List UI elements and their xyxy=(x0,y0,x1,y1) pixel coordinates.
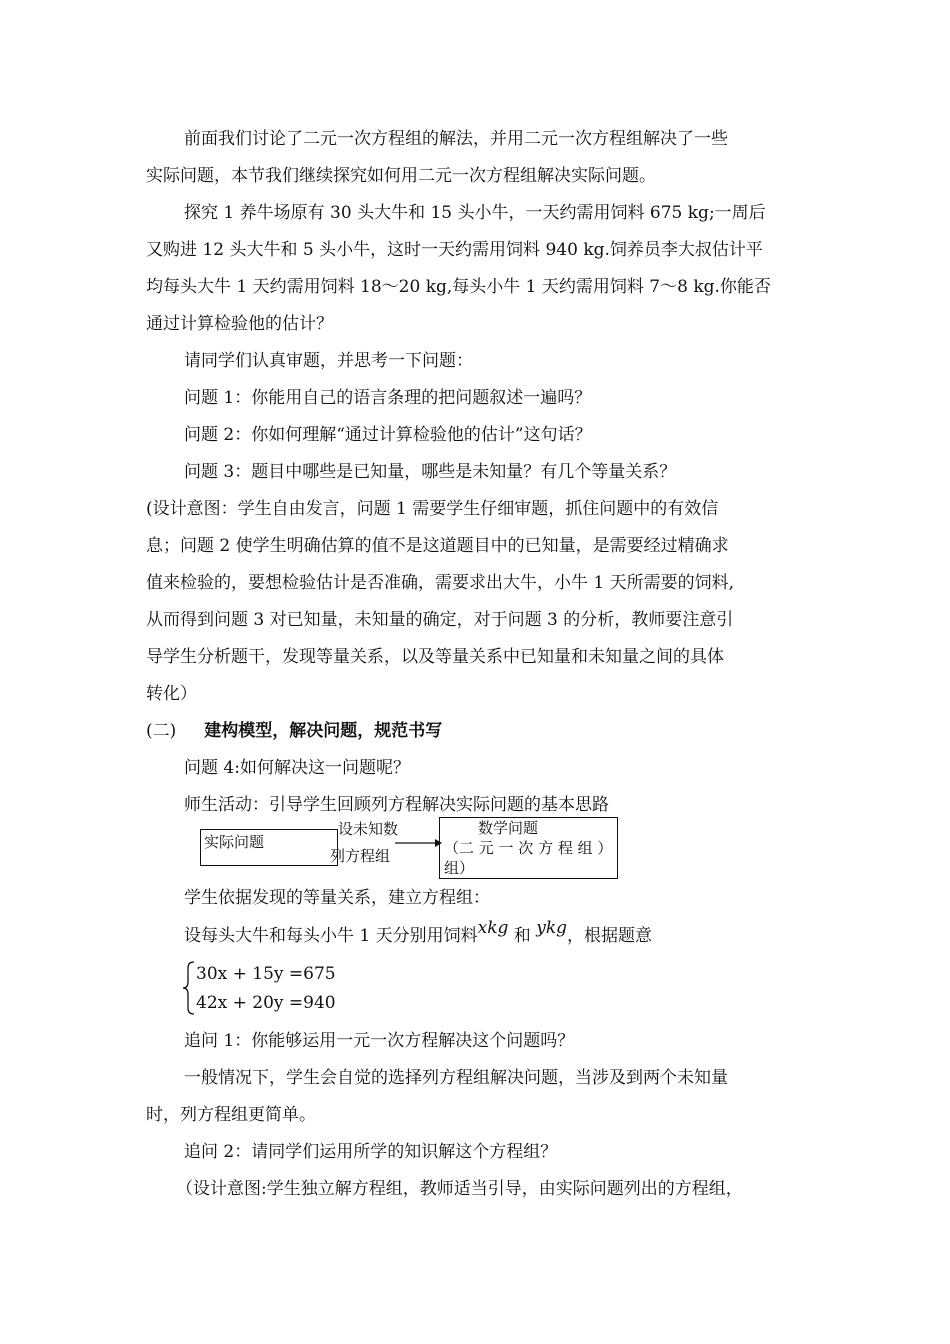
setup-line: 设每头大牛和每头小牛 1 天分别用饲料xkg 和 ykg，根据题意 xyxy=(184,918,653,946)
design-line-1: (设计意图：学生自由发言，问题 1 需要学生仔细审题，抓住问题中的有效信 xyxy=(146,499,719,519)
diagram-left-label: 实际问题 xyxy=(204,833,265,851)
equation-2: 42x + 20y =940 xyxy=(196,993,336,1013)
question-3: 问题 3：题目中哪些是已知量，哪些是未知量？有几个等量关系？ xyxy=(184,462,677,482)
diagram-arrow xyxy=(395,836,443,850)
diagram-right-line-1: 数学问题 xyxy=(478,819,539,837)
section-title: 建构模型，解决问题，规范书写 xyxy=(204,721,443,741)
question-1: 问题 1：你能用自己的语言条理的把问题叙述一遍吗？ xyxy=(184,388,592,408)
diagram-right-line-2: （二 元 一 次 方 程 组 ） xyxy=(444,839,613,857)
arrow-bottom-label: 列方程组 xyxy=(330,847,391,865)
design-line-5: 导学生分析题干，发现等量关系，以及等量关系中已知量和未知量之间的具体 xyxy=(146,647,724,667)
general-line-1: 一般情况下，学生会自觉的选择列方程组解决问题，当涉及到两个未知量 xyxy=(184,1068,728,1088)
diagram-right-line-3: 组） xyxy=(444,859,475,877)
activity-line: 师生活动：引导学生回顾列方程解决实际问题的基本思路 xyxy=(184,795,609,815)
arrow-top-label: 设未知数 xyxy=(338,820,399,838)
intro-line-2: 实际问题，本节我们继续探究如何用二元一次方程组解决实际问题。 xyxy=(146,166,656,186)
instruction-line: 请同学们认真审题，并思考一下问题： xyxy=(184,351,473,371)
question-2: 问题 2：你如何理解“通过计算检验他的估计”这句话？ xyxy=(184,425,592,445)
var-x: xkg xyxy=(477,918,509,938)
design-line-6: 转化） xyxy=(146,684,197,704)
followup-2: 追问 2：请同学们运用所学的知识解这个方程组？ xyxy=(184,1142,558,1162)
section-heading xyxy=(146,719,810,743)
explore-line-1: 探究 1 养牛场原有 30 头大牛和 15 头小牛，一天约需用饲料 675 kg;一周后 xyxy=(184,203,766,223)
design-line-3: 值来检验的，要想检验估计是否准确，需要求出大牛，小牛 1 天所需要的饲料, xyxy=(146,573,735,593)
design-line-4: 从而得到问题 3 对已知量，未知量的确定，对于问题 3 的分析，教师要注意引 xyxy=(146,610,734,630)
design-line-2: 息；问题 2 使学生明确估算的值不是这道题目中的已知量，是需要经过精确求 xyxy=(146,536,729,556)
section-number: (二) xyxy=(146,721,177,741)
equation-1: 30x + 15y =675 xyxy=(196,964,336,984)
explore-line-2: 又购进 12 头大牛和 5 头小牛，这时一天约需用饲料 940 kg.饲养员李大叔估计平 xyxy=(146,240,763,260)
diagram-left-box xyxy=(200,829,338,866)
design-last-line: （设计意图:学生独立解方程组，教师适当引导，由实际问题列出的方程组， xyxy=(176,1179,743,1199)
question-4: 问题 4:如何解决这一问题呢？ xyxy=(184,758,410,778)
diagram-right-box xyxy=(439,817,618,879)
var-y: ykg xyxy=(536,918,568,938)
intro-line-1: 前面我们讨论了二元一次方程组的解法，并用二元一次方程组解决了一些 xyxy=(184,129,728,149)
after-diagram-line: 学生依据发现的等量关系，建立方程组： xyxy=(184,888,490,908)
explore-line-4: 通过计算检验他的估计？ xyxy=(146,314,333,334)
equation-brace xyxy=(182,960,196,1016)
followup-1: 追问 1：你能够运用一元一次方程解决这个问题吗？ xyxy=(184,1031,575,1051)
explore-line-3: 均每头大牛 1 天约需用饲料 18～20 kg,每头小牛 1 天约需用饲料 7～8 kg.你能否 xyxy=(146,277,771,297)
general-line-2: 时，列方程组更简单。 xyxy=(146,1105,316,1125)
